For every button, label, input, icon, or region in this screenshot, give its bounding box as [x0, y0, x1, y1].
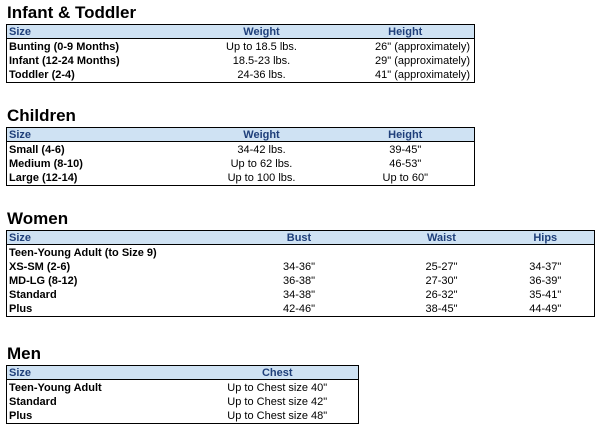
height-cell: 39-45" [389, 144, 422, 156]
hips-cell: 36-39" [529, 275, 562, 287]
table-header-row [7, 366, 359, 380]
table-row [7, 68, 475, 83]
men-table [6, 365, 359, 424]
column-header-weight: Weight [187, 128, 337, 142]
size-cell: Plus [7, 302, 212, 317]
column-header-bust: Bust [212, 231, 387, 245]
infant-toddler-table [6, 24, 475, 83]
children-title: Children [7, 106, 76, 125]
size-cell: Large (12-14) [7, 171, 187, 186]
table-row [7, 54, 475, 68]
chest-cell: Up to Chest size 42" [227, 396, 328, 408]
table-row [7, 409, 359, 424]
column-header-weight: Weight [187, 25, 337, 39]
bust-cell: 34-38" [282, 289, 316, 301]
column-header-height: Height [337, 128, 475, 142]
column-header-hips: Hips [497, 231, 595, 245]
table-row [7, 288, 595, 302]
bust-cell: 34-36" [282, 261, 316, 273]
chest-cell: Up to Chest size 48" [197, 409, 359, 424]
table-row [7, 260, 595, 274]
table-row [7, 274, 595, 288]
waist-cell: 25-27" [425, 261, 458, 273]
table-row [7, 142, 475, 158]
table-header-row [7, 25, 475, 39]
chest-cell: Up to Chest size 40" [227, 382, 328, 394]
table-row [7, 171, 475, 186]
waist-cell: 38-45" [387, 302, 497, 317]
height-cell: 46-53" [389, 158, 422, 170]
weight-cell: Up to 62 lbs. [230, 158, 293, 170]
bust-cell: 42-46" [212, 302, 387, 317]
hips-cell [497, 245, 595, 261]
size-cell: Plus [7, 409, 197, 424]
weight-cell: Up to 18.5 lbs. [226, 41, 297, 53]
bust-cell: 36-38" [282, 275, 316, 287]
height-cell: Up to 60" [337, 171, 475, 186]
table-row [7, 395, 359, 409]
column-header-size: Size [7, 231, 212, 245]
size-cell: Infant (12-24 Months) [9, 55, 120, 67]
men-title: Men [7, 344, 41, 363]
table-row [7, 39, 475, 55]
size-cell: Standard [9, 289, 57, 301]
women-title: Women [7, 209, 69, 228]
height-cell: 29" (approximately) [375, 55, 470, 67]
column-header-size: Size [7, 128, 187, 142]
children-table [6, 127, 475, 186]
size-cell: Standard [9, 396, 57, 408]
infant-toddler-title: Infant & Toddler [7, 3, 137, 22]
size-cell: Bunting (0-9 Months) [9, 41, 119, 53]
waist-cell: 26-32" [425, 289, 458, 301]
table-header-row [7, 128, 475, 142]
size-cell: Toddler (2-4) [7, 68, 187, 83]
size-cell: Small (4-6) [9, 144, 65, 156]
weight-cell: Up to 100 lbs. [187, 171, 337, 186]
hips-cell: 34-37" [529, 261, 562, 273]
waist-cell: 27-30" [425, 275, 458, 287]
size-cell: Teen-Young Adult [9, 382, 102, 394]
table-row [7, 302, 595, 317]
hips-cell: 35-41" [529, 289, 562, 301]
hips-cell: 44-49" [497, 302, 595, 317]
table-header-row [7, 231, 595, 245]
weight-cell: 34-42 lbs. [237, 144, 286, 156]
waist-cell [387, 245, 497, 261]
column-header-height: Height [337, 25, 475, 39]
size-cell: MD-LG (8-12) [9, 275, 78, 287]
table-row [7, 245, 595, 261]
height-cell: 41" (approximately) [337, 68, 475, 83]
weight-cell: 18.5-23 lbs. [232, 55, 291, 67]
column-header-size: Size [7, 25, 187, 39]
column-header-size: Size [7, 366, 197, 380]
height-cell: 26" (approximately) [375, 41, 470, 53]
bust-cell [212, 245, 387, 261]
size-cell: XS-SM (2-6) [9, 261, 71, 273]
size-cell: Medium (8-10) [9, 158, 83, 170]
size-group-cell: Teen-Young Adult (to Size 9) [9, 247, 157, 259]
women-table [6, 230, 595, 317]
column-header-chest: Chest [197, 366, 359, 380]
table-row [7, 380, 359, 396]
weight-cell: 24-36 lbs. [187, 68, 337, 83]
table-row [7, 157, 475, 171]
column-header-waist: Waist [387, 231, 497, 245]
